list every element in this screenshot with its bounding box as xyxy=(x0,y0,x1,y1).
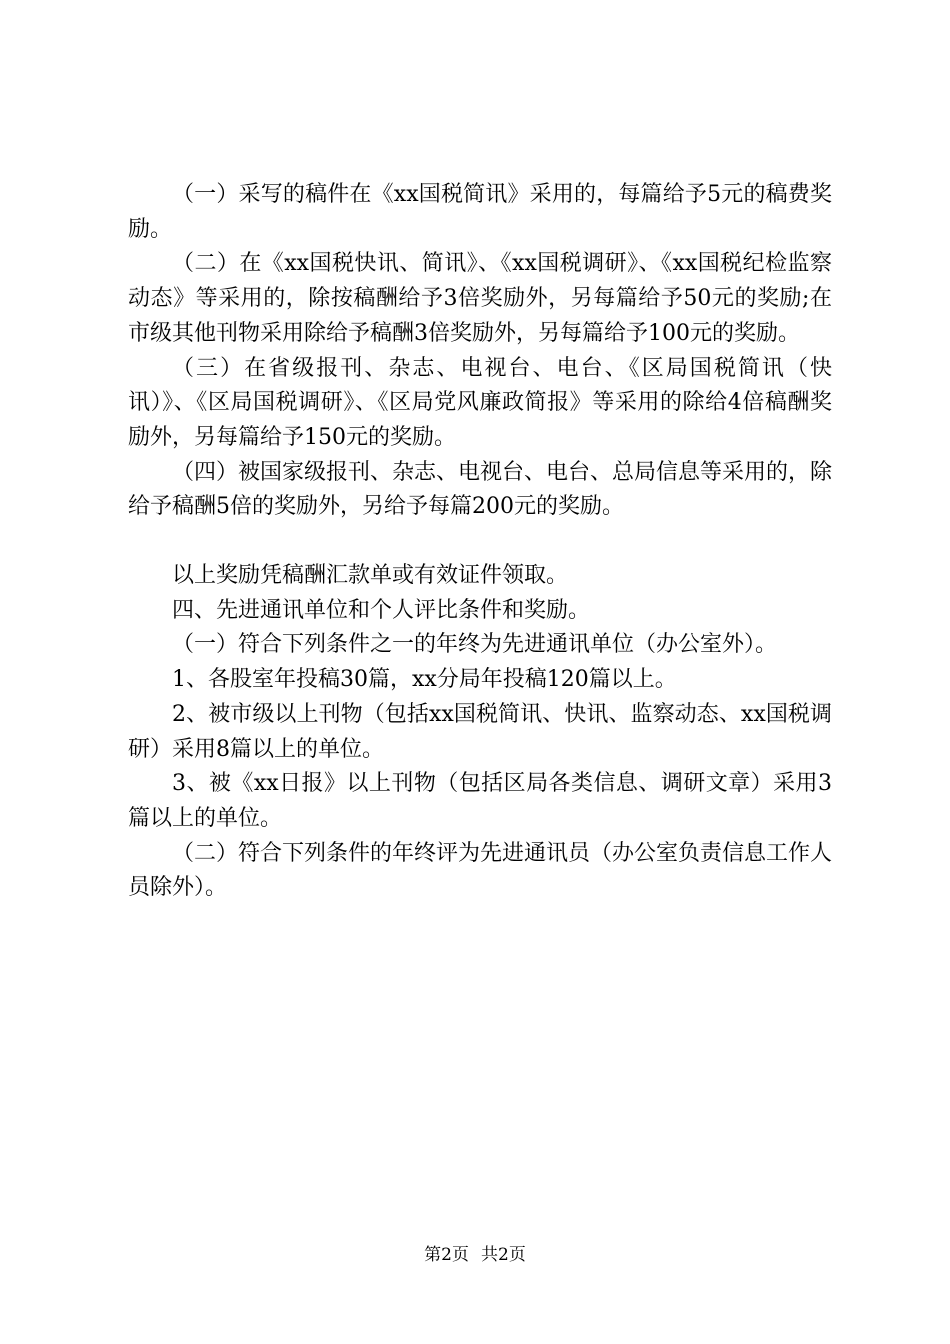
page-number-current: 第2页 xyxy=(424,1245,469,1265)
paragraph-reward-3: （三）在省级报刊、杂志、电视台、电台、《区局国税简讯（快讯）》、《区局国税调研》、《区局党风廉政简报》等采用的除给4倍稿酬奖励外，另每篇给予150元的奖励。 xyxy=(128,355,832,450)
paragraph-individual-criteria: （二）符合下列条件的年终评为先进通讯员（办公室负责信息工作人员除外）。 xyxy=(128,840,833,901)
paragraph-reward-4: （四）被国家级报刊、杂志、电视台、电台、总局信息等采用的，除给予稿酬5倍的奖励外，另给予每篇200元的奖励。 xyxy=(128,459,833,520)
paragraph-reward-2: （二）在《xx国税快讯、简讯》、《xx国税调研》、《xx国税纪检监察动态》等采用的，除按稿酬给予3倍奖励外，另每篇给予50元的奖励;在市级其他刊物采用除给予稿酬3倍奖励外，另每篇给予100元的奖励。 xyxy=(128,251,832,346)
page-footer xyxy=(0,1244,950,1266)
paragraph-claim-note: 以上奖励凭稿酬汇款单或有效证件领取。 xyxy=(172,563,569,589)
list-item-2: 2、被市级以上刊物（包括xx国税简讯、快讯、监察动态、xx国税调研）采用8篇以上的单位。 xyxy=(128,701,832,762)
list-item-1: 1、各股室年投稿30篇，xx分局年投稿120篇以上。 xyxy=(172,667,677,693)
page-number-total: 共2页 xyxy=(481,1245,526,1265)
list-item-3: 3、被《xx日报》以上刊物（包括区局各类信息、调研文章）采用3篇以上的单位。 xyxy=(128,771,832,831)
paragraph-spacer xyxy=(128,525,832,559)
paragraph-unit-criteria: （一）符合下列条件之一的年终为先进通讯单位（办公室外）。 xyxy=(172,632,778,658)
section-heading-4: 四、先进通讯单位和个人评比条件和奖励。 xyxy=(172,597,591,623)
document-body xyxy=(128,178,832,906)
paragraph-reward-1: （一）采写的稿件在《xx国税简讯》采用的，每篇给予5元的稿费奖励。 xyxy=(128,182,832,242)
